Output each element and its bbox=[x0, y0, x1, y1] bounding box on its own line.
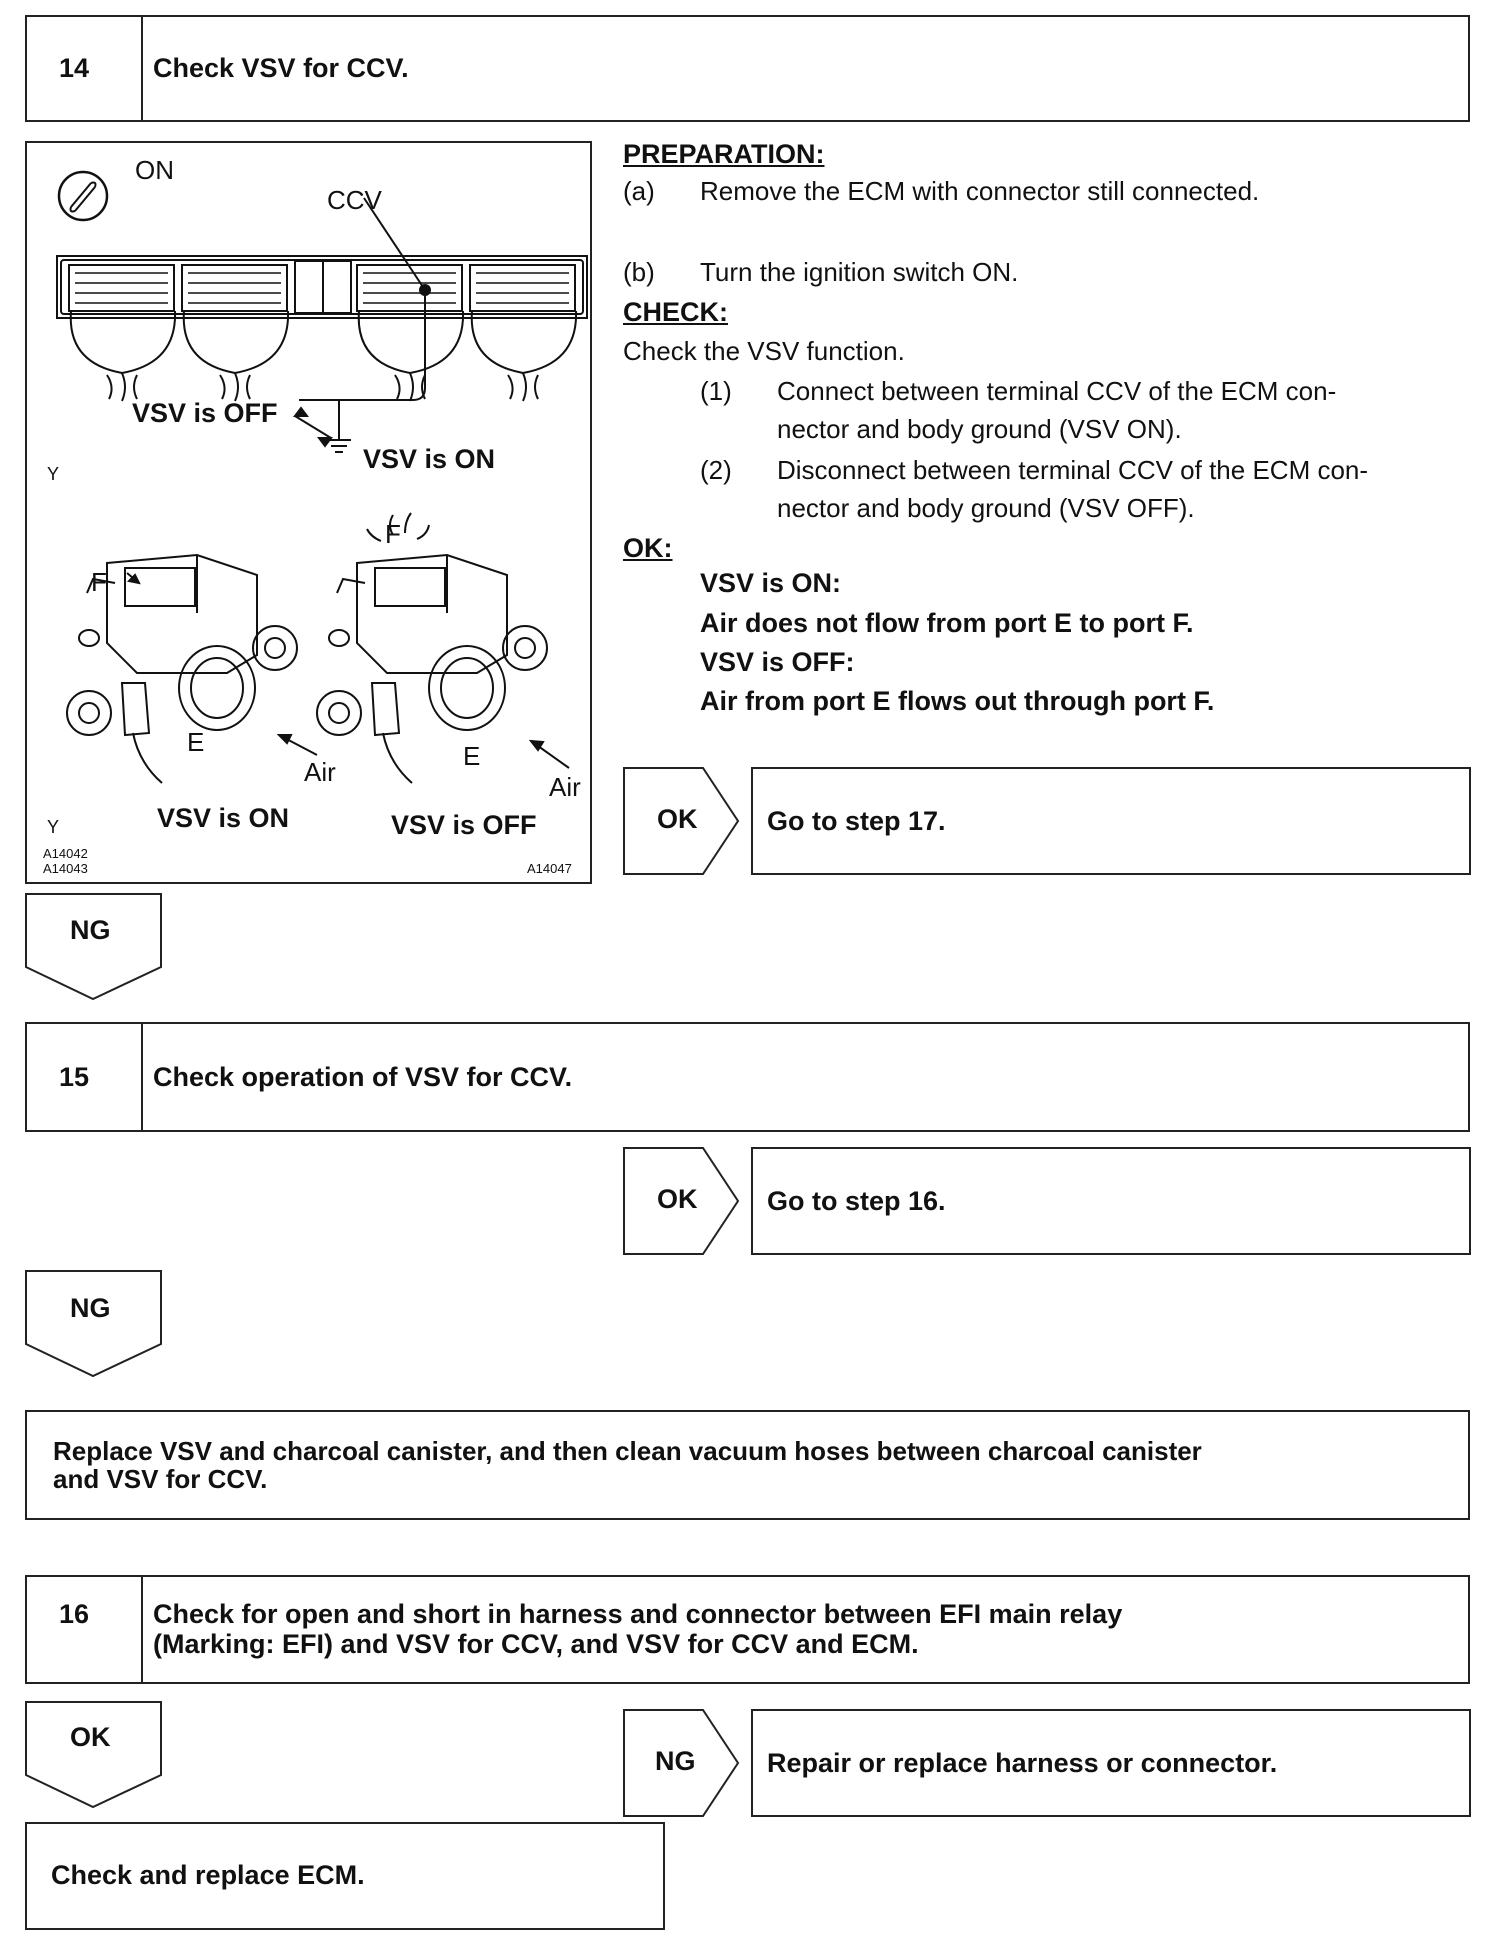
step15-ok-result: Go to step 16. bbox=[767, 1186, 946, 1216]
ignition-key-icon bbox=[59, 172, 107, 220]
step15-ng-result-line2: and VSV for CCV. bbox=[53, 1464, 268, 1494]
vsv-right bbox=[317, 513, 547, 783]
check-2-line2: nector and body ground (VSV OFF). bbox=[777, 493, 1195, 523]
step14-ok-flag: OK bbox=[657, 804, 698, 834]
step14-header bbox=[25, 15, 1470, 122]
check-intro: Check the VSV function. bbox=[623, 336, 905, 366]
check-1-line2: nector and body ground (VSV ON). bbox=[777, 414, 1182, 444]
step15-ng-flag: NG bbox=[70, 1293, 111, 1323]
step14-figure bbox=[25, 141, 592, 884]
figure-code-1: A14042 bbox=[43, 846, 88, 861]
ok-line-2: Air does not flow from port E to port F. bbox=[700, 608, 1194, 638]
ok-line-4: Air from port E flows out through port F. bbox=[700, 686, 1215, 716]
check-2-mark: (2) bbox=[700, 455, 732, 485]
check-1-line1: Connect between terminal CCV of the ECM con- bbox=[777, 376, 1337, 406]
check-1-mark: (1) bbox=[700, 376, 732, 406]
figure-on-label: ON bbox=[135, 155, 174, 185]
step16-ok-flag: OK bbox=[70, 1722, 111, 1752]
figure-vsv-off-bottom: VSV is OFF bbox=[391, 810, 537, 840]
step16-ok-result-box bbox=[25, 1822, 665, 1930]
figure-code-3: A14047 bbox=[527, 861, 572, 876]
step14-title: Check VSV for CCV. bbox=[153, 53, 409, 83]
step16-ok-flag-shape bbox=[25, 1701, 165, 1809]
ecm-connector bbox=[57, 256, 587, 401]
step15-header bbox=[25, 1022, 1470, 1132]
figure-code-2: A14043 bbox=[43, 861, 88, 876]
step15-ng-flag-shape bbox=[25, 1270, 165, 1378]
step15-ng-result-box bbox=[25, 1410, 1470, 1520]
step15-ok-result-box bbox=[751, 1147, 1471, 1255]
figure-vsv-on-bottom: VSV is ON bbox=[157, 803, 290, 833]
step16-number: 16 bbox=[59, 1599, 90, 1629]
step14-ng-flag: NG bbox=[70, 915, 111, 945]
figure-e-left: E bbox=[187, 727, 205, 757]
step14-ng-flag-shape bbox=[25, 893, 165, 1001]
step14-ok-result: Go to step 17. bbox=[767, 806, 946, 836]
step16-ok-result: Check and replace ECM. bbox=[51, 1860, 365, 1890]
prep-b-mark: (b) bbox=[623, 257, 655, 287]
check-heading: CHECK: bbox=[623, 297, 728, 327]
figure-f-left: F bbox=[91, 567, 107, 597]
step16-ng-flag: NG bbox=[655, 1746, 696, 1776]
preparation-heading: PREPARATION: bbox=[623, 139, 825, 169]
step15-number: 15 bbox=[59, 1062, 90, 1092]
figure-y1: Y bbox=[47, 464, 60, 484]
figure-f-right: F bbox=[385, 519, 401, 549]
figure-vsv-off-top: VSV is OFF bbox=[132, 398, 278, 428]
prep-b-text: Turn the ignition switch ON. bbox=[700, 257, 1019, 287]
prep-a-mark: (a) bbox=[623, 176, 655, 206]
step16-header bbox=[25, 1575, 1470, 1684]
step15-title: Check operation of VSV for CCV. bbox=[153, 1062, 573, 1092]
check-2-line1: Disconnect between terminal CCV of the ECM con- bbox=[777, 455, 1369, 485]
ok-line-1: VSV is ON: bbox=[700, 568, 842, 598]
step16-title-line1: Check for open and short in harness and connector between EFI main relay bbox=[153, 1599, 1123, 1629]
step16-ng-result: Repair or replace harness or connector. bbox=[767, 1748, 1278, 1778]
figure-air-left: Air bbox=[304, 757, 336, 787]
figure-vsv-on-top: VSV is ON bbox=[363, 444, 496, 474]
ok-heading: OK: bbox=[623, 533, 673, 563]
ccv-terminal bbox=[295, 198, 430, 452]
figure-air-right: Air bbox=[549, 772, 581, 802]
prep-a-text: Remove the ECM with connector still connected. bbox=[700, 176, 1260, 206]
step14-number: 14 bbox=[59, 53, 90, 83]
figure-ccv-label: CCV bbox=[327, 185, 382, 215]
step14-ok-result-box bbox=[751, 767, 1471, 875]
step15-ok-flag: OK bbox=[657, 1184, 698, 1214]
ok-line-3: VSV is OFF: bbox=[700, 647, 855, 677]
figure-e-right: E bbox=[463, 741, 481, 771]
step16-ng-result-box bbox=[751, 1709, 1471, 1817]
figure-y2: Y bbox=[47, 817, 60, 837]
step16-title-line2: (Marking: EFI) and VSV for CCV, and VSV for CCV and ECM. bbox=[153, 1629, 919, 1659]
step15-ng-result-line1: Replace VSV and charcoal canister, and then clean vacuum hoses between charcoal canister bbox=[53, 1436, 1202, 1466]
